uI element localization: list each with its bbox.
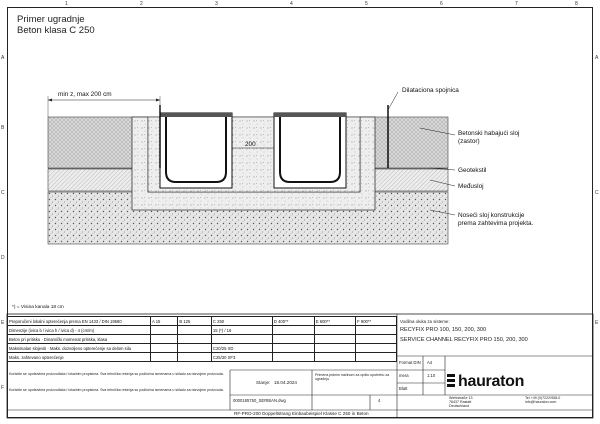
class-c250: C 250	[211, 317, 272, 326]
ruler-top-8: 8	[575, 1, 578, 7]
ruler-top-2: 2	[140, 1, 143, 7]
ruler-side-a-right: A	[595, 55, 599, 61]
ruler-top-3: 3	[215, 1, 218, 7]
ruler-top-1: 1	[65, 1, 68, 7]
file-name: 0000185750_SERBIAN.dwg	[233, 398, 286, 403]
ruler-top-7: 7	[515, 1, 518, 7]
pressure-row-label: Beton pri pritisku · Dinamički momenat pritiska, klasa	[8, 335, 151, 344]
page-label: Blatt	[399, 386, 408, 391]
ruler-side-a: A	[1, 55, 5, 61]
product-line-2: RECYFIX PRO 100, 150, 200, 300	[400, 327, 487, 333]
product-line-3: SERVICE CHANNEL RECYFIX PRO 150, 200, 300	[400, 337, 528, 343]
product-line-1: Vodilna oluka za sisteme:	[400, 319, 450, 324]
concrete-layer-label-1: Betonski habajući sloj	[458, 130, 520, 137]
approval-text: Primena jednim načinom za opštu upotrebu za ugradnju.	[315, 373, 390, 382]
address-line-2: 76437 Rastatt	[449, 400, 472, 404]
class-b125: B 125	[178, 317, 212, 326]
concrete-class-2: C25/30 XF3	[211, 353, 272, 362]
ruler-side-f: F	[1, 385, 5, 391]
required-load-label: Maks. zahtevano opterećenje	[8, 353, 151, 362]
channel-right	[274, 113, 346, 188]
load-row-label: Maksimalan slojeviti · Maks. dozvoljeno opterećenje sa delom sila	[8, 344, 151, 353]
concrete-class-1: C20/25 XD	[211, 344, 272, 353]
class-d400: D 400**	[272, 317, 314, 326]
class-a15: A 15	[151, 317, 178, 326]
concrete-layer-label	[458, 130, 519, 145]
ruler-side-c-right: C	[595, 190, 599, 196]
date-label: Stanje:	[256, 380, 271, 385]
footer-title: RF-PRO-200 Doppeltstrang Einbaubeispiel Klasse C 250 in Beton	[234, 411, 369, 416]
scale-label: mera	[399, 373, 409, 378]
ruler-top-6: 6	[440, 1, 443, 7]
title-line-2: Beton klasa C 250	[17, 25, 95, 36]
disclaimer-text-2: Koristite se uputstvima proizvođača i lokalnim propisima. Sva tehnička rešenja su podložna izmenama u skladu sa razvojem proizvoda.	[9, 388, 224, 392]
dimension-mid-label: 200	[245, 141, 256, 148]
address-line-1: Werkstraße 13	[449, 396, 473, 400]
ruler-side-e: E	[1, 320, 5, 326]
ruler-top-4: 4	[290, 1, 293, 7]
scale-value: 1:10	[427, 373, 436, 378]
base-label-1: Noseći sloj konstrukcije	[458, 212, 525, 219]
ruler-side-e-right: E	[595, 320, 599, 326]
email-address: info@hauraton.com	[525, 400, 557, 404]
phone-number: Tel +49 (0)7222/958-0	[525, 396, 561, 400]
base-label-2: prema zahtevima projekta.	[458, 219, 534, 227]
load-class-table	[7, 316, 397, 362]
title-line-1: Primer ugradnje	[17, 14, 85, 25]
ruler-side-c: C	[1, 190, 5, 196]
hauraton-logo-icon	[447, 374, 455, 387]
ruler-side-d: D	[1, 255, 5, 261]
concrete-layer-label-2: (zastor)	[458, 137, 480, 145]
load-table-header: Preporučeni lokalni opterećenja prema EN 1433 / DIN 19580	[8, 317, 151, 326]
class-f900: F 900**	[356, 317, 397, 326]
dimension-row-label: Dimenzije (ivica b / ivica h / ivica d) - 4 (cm/m)	[8, 326, 151, 335]
height-note: *) = Visina kanala 18 cm	[12, 305, 64, 310]
dimension-top-label: min z, max 200 cm	[58, 91, 112, 98]
address-line-3: Deutschland	[449, 404, 469, 408]
ruler-top-5: 5	[365, 1, 368, 7]
format-label: Format DIN	[399, 360, 421, 365]
intermediate-label: Međusloj	[458, 183, 484, 190]
base-label	[458, 212, 533, 227]
date-value: 18.04.2024	[274, 380, 297, 385]
dilatation-label: Dilatacionа spojnica	[402, 87, 459, 94]
ruler-side-b: B	[1, 125, 5, 131]
dimension-row-value: 15 (*) / 16	[211, 326, 272, 335]
geotextile-label: Geotekstil	[458, 167, 487, 174]
channel-left	[160, 113, 232, 188]
leader-dilatation	[388, 92, 398, 110]
class-e600: E 600**	[314, 317, 355, 326]
disclaimer-text: Koristite se uputstvima proizvođača i lokalnim propisima. Sva tehnička rešenja su podložna izmenama u skladu sa razvojem proizvoda.	[9, 372, 224, 376]
format-value: A4	[427, 360, 433, 365]
company-logo: hauraton	[458, 373, 525, 390]
sheet-number: 4	[378, 398, 381, 403]
